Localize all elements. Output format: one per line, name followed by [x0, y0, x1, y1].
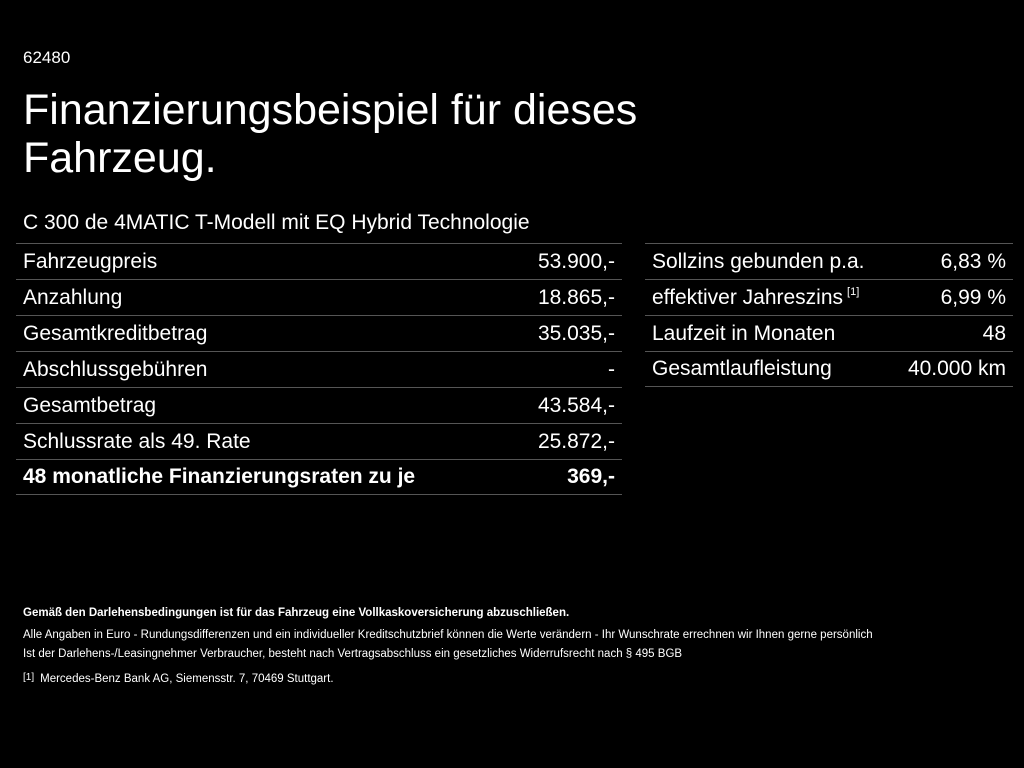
monthly-rate-row: [16, 459, 622, 495]
row-value: 25.872,-: [537, 429, 615, 453]
row-value: 43.584,-: [537, 393, 615, 417]
row-label: Schlussrate als 49. Rate: [23, 429, 251, 453]
row-label: Abschlussgebühren: [23, 357, 208, 381]
row-value: 40.000 km: [907, 357, 1006, 380]
row-value: 6,99 %: [940, 285, 1006, 309]
table-row: [16, 243, 622, 279]
row-value: 18.865,-: [537, 285, 615, 309]
vehicle-model: C 300 de 4MATIC T-Modell mit EQ Hybrid Technologie: [23, 211, 530, 234]
row-value: 369,-: [567, 465, 615, 488]
insurance-notice: Gemäß den Darlehensbedingungen ist für das Fahrzeug eine Vollkaskoversicherung abzuschließen.: [23, 607, 570, 619]
row-label: 48 monatliche Finanzierungsraten zu je: [23, 465, 416, 488]
row-value: 6,83 %: [940, 249, 1006, 273]
row-label: Fahrzeugpreis: [23, 249, 158, 273]
table-row: [16, 387, 622, 423]
footnote-text: Mercedes-Benz Bank AG, Siemensstr. 7, 70469 Stuttgart.: [40, 673, 334, 685]
row-value: 53.900,-: [537, 249, 615, 273]
row-label: [652, 286, 859, 310]
withdrawal-notice: Ist der Darlehens-/Leasingnehmer Verbraucher, besteht nach Vertragsabschluss ein gesetzliches Widerrufsrecht nach § 495 BGB: [23, 648, 683, 660]
page-title: Finanzierungsbeispiel für dieses Fahrzeug.: [23, 86, 638, 182]
row-value: 48: [982, 321, 1006, 345]
table-row: [645, 279, 1013, 315]
row-label: Gesamtlaufleistung: [652, 357, 832, 380]
row-value: 35.035,-: [537, 321, 615, 345]
table-row: [16, 279, 622, 315]
footnote-mark: [1]: [23, 672, 35, 683]
table-row: [645, 351, 1013, 387]
table-row: [16, 423, 622, 459]
footnote-ref: [1]: [847, 285, 860, 298]
offer-code: 62480: [23, 48, 71, 67]
row-label: Gesamtkreditbetrag: [23, 321, 208, 345]
disclaimer-text: Alle Angaben in Euro - Rundungsdifferenzen und ein individueller Kreditschutzbrief können die Werte verändern - Ihr Wunschrate errechnen wir Ihnen gerne persönlich: [23, 629, 873, 641]
table-row: [16, 315, 622, 351]
row-value: -: [608, 357, 615, 381]
row-label: Anzahlung: [23, 285, 123, 309]
table-row: [645, 243, 1013, 279]
interest-table: [645, 243, 1013, 387]
row-label: Sollzins gebunden p.a.: [652, 249, 865, 273]
footnote: [23, 671, 334, 686]
row-label-text: effektiver Jahreszins: [652, 285, 844, 309]
row-label: Gesamtbetrag: [23, 393, 157, 417]
row-label: Laufzeit in Monaten: [652, 321, 836, 345]
financing-table: [16, 243, 622, 495]
table-row: [16, 351, 622, 387]
table-row: [645, 315, 1013, 351]
